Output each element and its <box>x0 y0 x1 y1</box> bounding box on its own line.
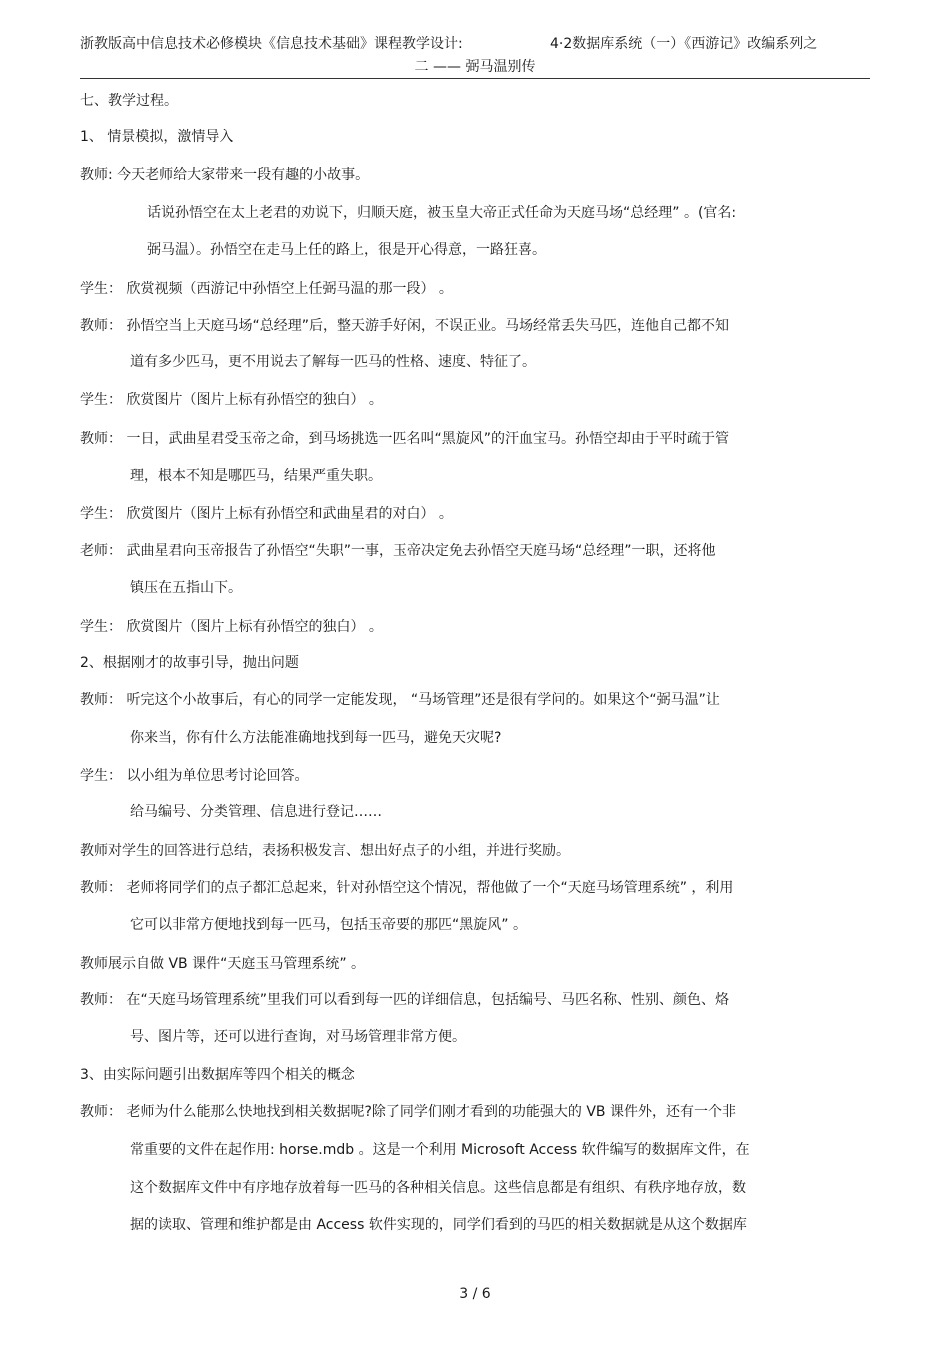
body-line: 学生： 欣赏图片（图片上标有孙悟空的独白） 。 <box>80 392 383 408</box>
body-line: 学生： 以小组为单位思考讨论回答。 <box>80 768 309 784</box>
body-line: 据的读取、管理和维护都是由 Access 软件实现的，同学们看到的马匹的相关数据就是从这个数据库 <box>130 1217 747 1233</box>
body-line: 它可以非常方便地找到每一匹马，包括玉帝要的那匹“黑旋风” 。 <box>130 917 527 933</box>
body-line: 学生： 欣赏视频（西游记中孙悟空上任弼马温的那一段） 。 <box>80 281 453 297</box>
body-line: 学生： 欣赏图片（图片上标有孙悟空和武曲星君的对白） 。 <box>80 506 453 522</box>
body-line: 教师： 老师将同学们的点子都汇总起来，针对孙悟空这个情况，帮他做了一个“天庭马场管理系统” ，利用 <box>80 880 734 896</box>
body-line: 教师展示自做 VB 课件“天庭玉马管理系统” 。 <box>80 956 366 972</box>
body-line: 1、 情景模拟，激情导入 <box>80 129 234 145</box>
body-line: 教师： 一日，武曲星君受玉帝之命，到马场挑选一匹名叫“黑旋风”的汗血宝马。孙悟空却由于平时疏于管 <box>80 431 729 447</box>
body-line: 弼马温）。孙悟空在走马上任的路上，很是开心得意，一路狂喜。 <box>147 242 546 258</box>
body-line: 道有多少匹马，更不用说去了解每一匹马的性格、速度、特征了。 <box>130 354 536 370</box>
body-line: 常重要的文件在起作用: horse.mdb 。这是一个利用 Microsoft Access 软件编写的数据库文件，在 <box>130 1142 750 1158</box>
body-line: 老师： 武曲星君向玉帝报告了孙悟空“失职”一事，玉帝决定免去孙悟空天庭马场“总经理”一职，还将他 <box>80 543 716 559</box>
page-header-line-2: 二 —— 弼马温别传 <box>414 59 536 75</box>
body-line: 教师对学生的回答进行总结，表扬积极发言、想出好点子的小组，并进行奖励。 <box>80 843 570 859</box>
header-right-text: 4·2数据库系统（一）《西游记》改编系列之 <box>550 36 818 52</box>
body-line: 3、由实际问题引出数据库等四个相关的概念 <box>80 1067 355 1083</box>
body-line: 理，根本不知是哪匹马，结果严重失职。 <box>130 468 382 484</box>
body-line: 话说孙悟空在太上老君的劝说下，归顺天庭，被玉皇大帝正式任命为天庭马场“总经理” 。(官名: <box>147 205 737 221</box>
body-line: 2、根据刚才的故事引导，抛出问题 <box>80 655 299 671</box>
body-line: 给马编号、分类管理、信息进行登记…… <box>130 804 382 820</box>
body-line: 学生： 欣赏图片（图片上标有孙悟空的独白） 。 <box>80 619 383 635</box>
body-line: 你来当，你有什么方法能准确地找到每一匹马，避免天灾呢? <box>130 730 502 746</box>
header-left-text: 浙教版高中信息技术必修模块《信息技术基础》课程教学设计: <box>80 36 463 52</box>
page-header-line-1 <box>80 34 870 54</box>
page-number: 3 / 6 <box>459 1286 491 1302</box>
body-line: 这个数据库文件中有序地存放着每一匹马的各种相关信息。这些信息都是有组织、有秩序地存放，数 <box>130 1180 746 1196</box>
body-line: 教师： 听完这个小故事后，有心的同学一定能发现， “马场管理”还是很有学问的。如果这个“弼马温”让 <box>80 692 720 708</box>
body-line: 七、教学过程。 <box>80 93 178 109</box>
header-divider <box>80 78 870 79</box>
body-line: 教师： 在“天庭马场管理系统”里我们可以看到每一匹的详细信息，包括编号、马匹名称、性别、颜色、烙 <box>80 992 729 1008</box>
body-line: 教师： 孙悟空当上天庭马场“总经理”后，整天游手好闲，不误正业。马场经常丢失马匹，连他自己都不知 <box>80 318 729 334</box>
body-line: 教师： 老师为什么能那么快地找到相关数据呢?除了同学们刚才看到的功能强大的 VB 课件外，还有一个非 <box>80 1104 736 1120</box>
body-line: 教师: 今天老师给大家带来一段有趣的小故事。 <box>80 167 370 183</box>
body-line: 号、图片等，还可以进行查询，对马场管理非常方便。 <box>130 1029 466 1045</box>
body-line: 镇压在五指山下。 <box>130 580 242 596</box>
